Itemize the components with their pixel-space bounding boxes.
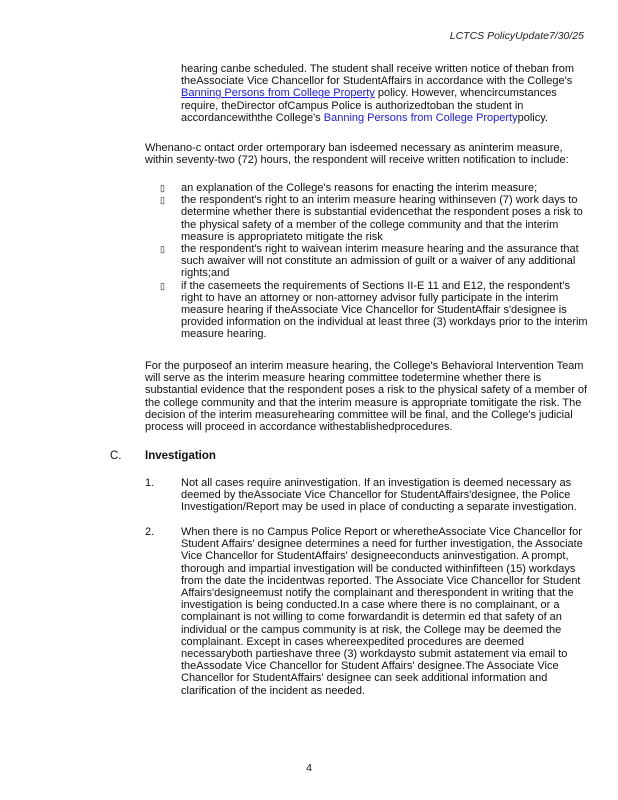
- item-number: 2.: [145, 526, 155, 538]
- ban-paragraph: [181, 63, 586, 124]
- page-number: 4: [306, 762, 312, 774]
- item-number: 1.: [145, 477, 155, 489]
- bullet-item: ▯ an explanation of the College's reasons for enacting the interim measure;: [160, 182, 538, 194]
- section-title: Investigation: [145, 450, 216, 462]
- bullet-item: ▯ if the casemeets the requirements of Sections II-E 11 and E12, the respondent's right to have an attorney or non-attorney advisor fully participate in the interim measure hearing if theAssociate Vice Chancellor for StudentAffair s'designee is provided information on the individual at least three (3) workdays prior to the interim measure hearing.: [160, 279, 588, 341]
- investigation-item-1: [145, 477, 595, 514]
- ban-text-2: policy. However, whencircumstances require, theDirector ofCampus Police is authorizedtoban the student in accordancewiththe College's: [181, 87, 557, 124]
- section-heading-investigation: [110, 450, 618, 462]
- bullet-item: ▯ the respondent's right to waivean interim measure hearing and the assurance that such awaiver will not constitute an admission of guilt or a waiver of any additional rights;and: [160, 243, 579, 280]
- running-header: LCTCS PolicyUpdate7/30/25: [449, 30, 584, 42]
- purpose-paragraph: For the purposeof an interim measure hearing, the College's Behavioral Intervention Team will serve as the interim measure hearing committee todetermine whether there is substantial evidence that the respondent poses a risk to the physical safety of a member of the college community and that the interim measure is appropriate tomitigate the risk. The decision of the interim measurehearing committee will be final, and the College's judicial process will proceed in accordance withestablishedprocedures.: [145, 360, 588, 434]
- bullet-item: ▯ the respondent's right to an interim measure hearing withinseven (7) work days to determine whether there is substantial evidencethat the respondent poses a risk to the physical safety of a member of the college community and that the interim measure is appropriateto mitigate the risk: [160, 194, 583, 243]
- ban-text-3: policy.: [517, 111, 548, 124]
- bullet-icon: ▯: [160, 244, 165, 255]
- item-text: When there is no Campus Police Report or wheretheAssociate Vice Chancellor for Student Affairs' designee determines a need for further investigation, the Associate Vice Chancellor for StudentAffairs' designeeconducts aninvestigation. A prompt, thorough and impartial investigation will be conducted withinfifteen (15) workdays from the date the incidentwas reported. The Associate Vice Chancellor for Student Affairs'designeemust notify the complainant and therespondent in writing that the investigation is being conducted.In a case where there is no complainant, or a complainant is not willing to come forwardandit is determin ed that safety of an individual or the campus community is at risk, the College may be deemed the complainant. Except in cases whereexpedited procedures are deemed necessaryboth partieshave three (3) workdaysto submit astatement via email to theAssodate Vice Chancellor for Student Affairs' designee.The Associate Vice Chancellor for StudentAffairs' designee can seek additional information and clarification of the incident as needed.: [181, 526, 583, 697]
- ban-text-1: hearing canbe scheduled. The student shall receive written notice of theban from theAssociate Vice Chancellor for StudentAffairs in accordance with the College's: [181, 63, 574, 88]
- bullet-icon: ▯: [160, 280, 165, 291]
- banning-policy-link[interactable]: Banning Persons from College Property: [181, 87, 375, 100]
- banning-policy-link-2[interactable]: Banning Persons from College Property: [323, 111, 518, 124]
- notification-bullet-list: [160, 182, 590, 341]
- notice-paragraph: Whenano-c ontact order ortemporary ban isdeemed necessary as aninterim measure, within seventy-two (72) hours, the respondent will receive written notification to include:: [145, 142, 569, 167]
- item-text: Not all cases require aninvestigation. If an investigation is deemed necessary as deemed by theAssociate Vice Chancellor for StudentAffairs'designee, the Police Investigation/Report may be used in place of conducting a separate investigation.: [181, 477, 577, 514]
- bullet-icon: ▯: [160, 195, 165, 206]
- bullet-icon: ▯: [160, 183, 165, 193]
- investigation-item-2: [145, 526, 595, 697]
- section-letter: C.: [110, 450, 122, 462]
